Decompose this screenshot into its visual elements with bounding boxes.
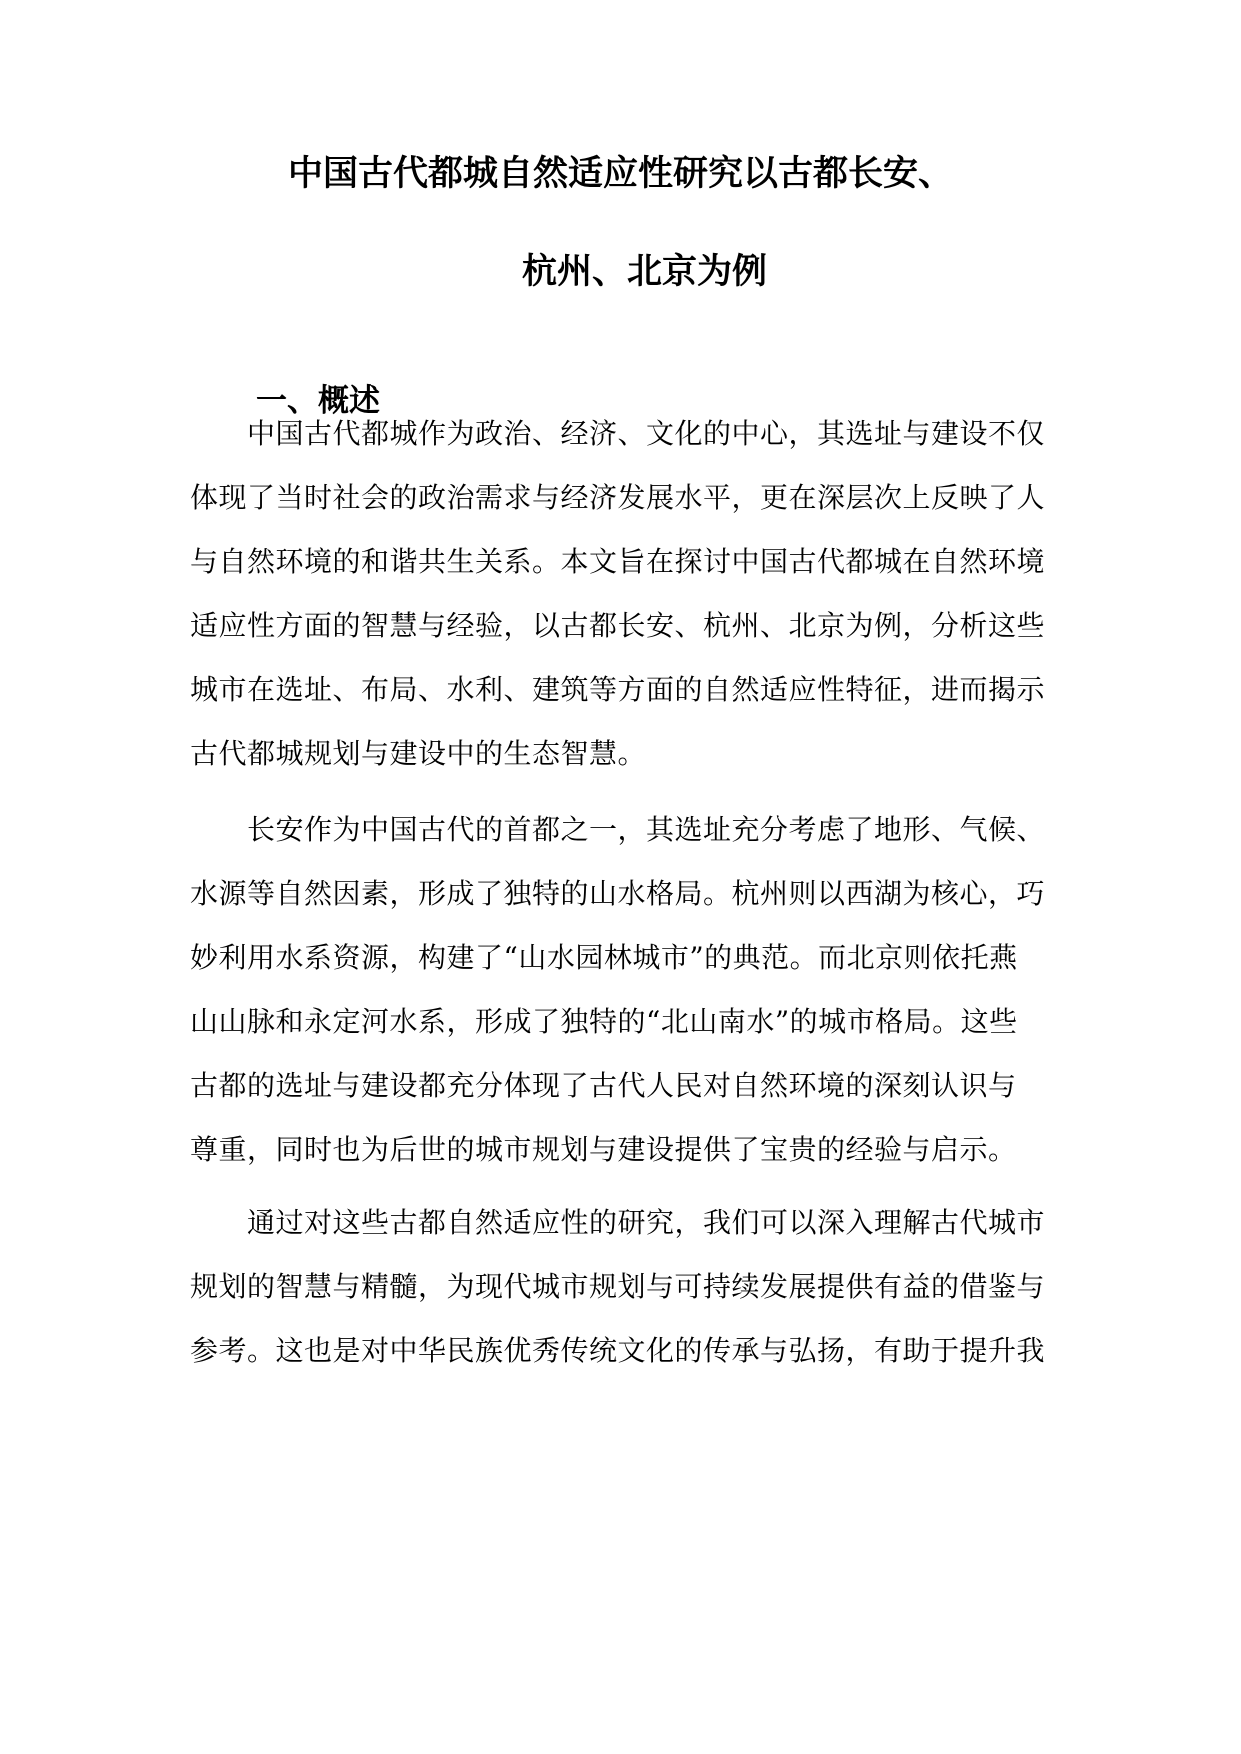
paragraph-1-line-2: 体现了当时社会的政治需求与经济发展水平，更在深层次上反映了人	[190, 481, 1046, 514]
paragraph-1-line-6: 古代都城规划与建设中的生态智慧。	[190, 737, 647, 770]
section-heading: 一、概述	[256, 383, 380, 419]
document-title-line-2: 杭州、北京为例	[521, 252, 767, 292]
paragraph-2-line-2: 水源等自然因素，形成了独特的山水格局。杭州则以西湖为核心，巧	[190, 877, 1046, 910]
paragraph-3-line-2: 规划的智慧与精髓，为现代城市规划与可持续发展提供有益的借鉴与	[190, 1270, 1046, 1303]
paragraph-2-line-1: 长安作为中国古代的首都之一，其选址充分考虑了地形、气候、	[190, 813, 1046, 846]
paragraph-2-line-3: 妙利用水系资源，构建了“山水园林城市”的典范。而北京则依托燕	[190, 941, 1018, 974]
paragraph-3-line-3: 参考。这也是对中华民族优秀传统文化的传承与弘扬，有助于提升我	[190, 1334, 1046, 1367]
document-title-line-1: 中国古代都城自然适应性研究以古都长安、	[287, 154, 953, 194]
paragraph-1-line-5: 城市在选址、布局、水利、建筑等方面的自然适应性特征，进而揭示	[190, 673, 1046, 706]
paragraph-3-line-1: 通过对这些古都自然适应性的研究，我们可以深入理解古代城市	[190, 1206, 1046, 1239]
paragraph-2-line-6: 尊重，同时也为后世的城市规划与建设提供了宝贵的经验与启示。	[190, 1133, 1017, 1166]
paragraph-1-line-1: 中国古代都城作为政治、经济、文化的中心，其选址与建设不仅	[190, 417, 1046, 450]
paragraph-1-line-4: 适应性方面的智慧与经验，以古都长安、杭州、北京为例，分析这些	[190, 609, 1046, 642]
paragraph-2-line-4: 山山脉和永定河水系，形成了独特的“北山南水”的城市格局。这些	[190, 1005, 1018, 1038]
paragraph-1-line-3: 与自然环境的和谐共生关系。本文旨在探讨中国古代都城在自然环境	[190, 545, 1046, 578]
paragraph-2-line-5: 古都的选址与建设都充分体现了古代人民对自然环境的深刻认识与	[190, 1069, 1017, 1102]
